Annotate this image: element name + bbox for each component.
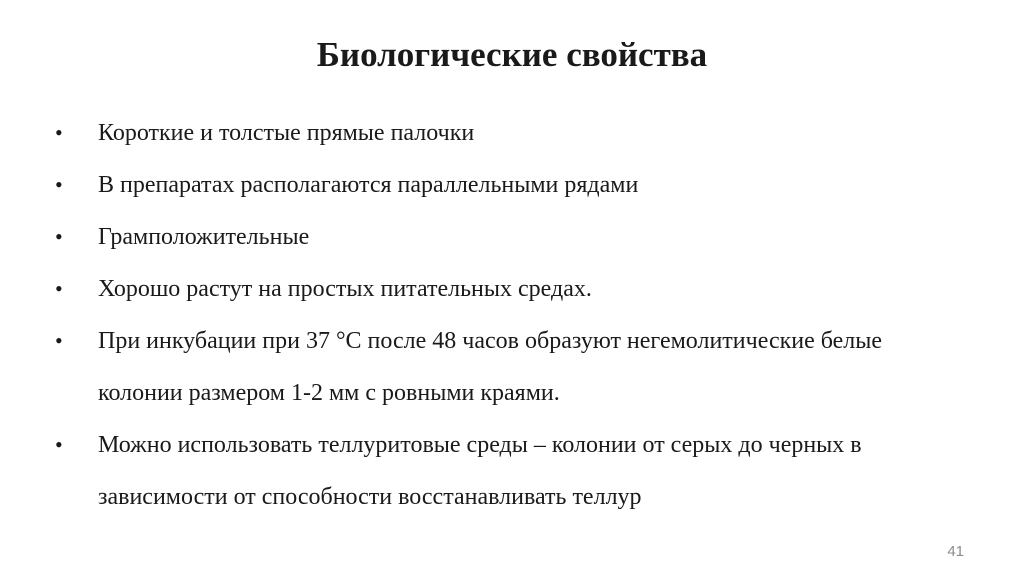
list-item — [55, 419, 955, 523]
bullet-icon: • — [55, 224, 63, 249]
bullet-icon: • — [55, 172, 63, 197]
bullet-icon: • — [55, 328, 63, 353]
bullet-text: При инкубации при 37 °C после 48 часов образуют негемолитические белые колонии размером 1-2 мм с ровными краями. — [98, 328, 883, 406]
list-item — [55, 107, 955, 159]
bullet-text: Хорошо растут на простых питательных средах. — [98, 276, 592, 302]
bullet-icon: • — [55, 432, 63, 457]
bullet-text: Короткие и толстые прямые палочки — [98, 120, 475, 146]
slide-title: Биологические свойства — [316, 35, 708, 74]
bullet-list — [55, 107, 955, 523]
bullet-text: В препаратах располагаются параллельными рядами — [98, 172, 639, 198]
list-item — [55, 211, 955, 263]
list-item — [55, 315, 955, 419]
list-item — [55, 159, 955, 211]
bullet-icon: • — [55, 120, 63, 145]
bullet-text: Грамположительные — [98, 224, 310, 250]
bullet-text: Можно использовать теллуритовые среды – колонии от серых до черных в зависимости от способности восстанавливать теллур — [98, 432, 862, 510]
list-item — [55, 263, 955, 315]
page-number: 41 — [947, 543, 964, 560]
bullet-icon: • — [55, 276, 63, 301]
